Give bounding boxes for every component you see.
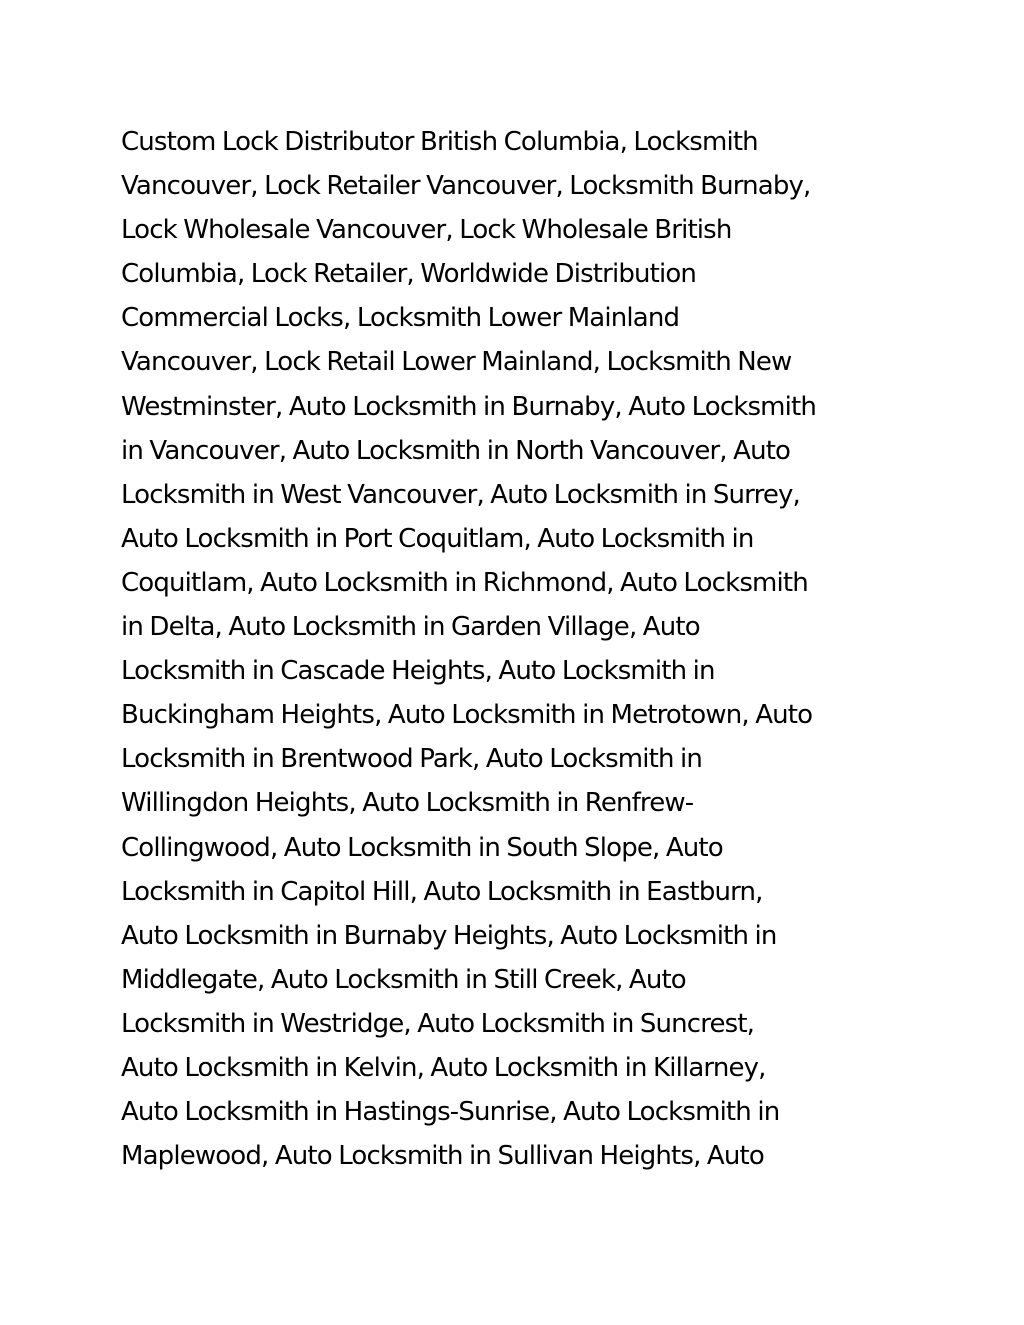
text-line: Vancouver, Lock Retailer Vancouver, Locksmith Burnaby, [121,171,811,202]
text-line: in Delta, Auto Locksmith in Garden Village, Auto [121,612,700,643]
text-line: Locksmith in Cascade Heights, Auto Locksmith in [121,656,715,687]
text-line: in Vancouver, Auto Locksmith in North Vancouver, Auto [121,435,791,466]
text-line: Vancouver, Lock Retail Lower Mainland, Locksmith New [121,347,792,378]
text-line: Middlegate, Auto Locksmith in Still Creek, Auto [121,964,686,995]
body-paragraph [121,120,921,1178]
text-line: Westminster, Auto Locksmith in Burnaby, Auto Locksmith [121,391,816,422]
text-line: Auto Locksmith in Kelvin, Auto Locksmith in Killarney, [121,1052,766,1083]
text-line: Coquitlam, Auto Locksmith in Richmond, Auto Locksmith [121,567,808,598]
text-line: Collingwood, Auto Locksmith in South Slope, Auto [121,832,723,863]
text-line: Maplewood, Auto Locksmith in Sullivan Heights, Auto [121,1141,764,1172]
text-line: Auto Locksmith in Burnaby Heights, Auto Locksmith in [121,920,777,951]
text-line: Willingdon Heights, Auto Locksmith in Renfrew- [121,788,694,819]
text-line: Locksmith in Brentwood Park, Auto Locksmith in [121,744,703,775]
text-line: Custom Lock Distributor British Columbia, Locksmith [121,127,758,157]
text-line: Locksmith in Westridge, Auto Locksmith in Suncrest, [121,1008,755,1039]
text-line: Lock Wholesale Vancouver, Lock Wholesale British [121,215,732,246]
text-line: Buckingham Heights, Auto Locksmith in Metrotown, Auto [121,700,813,731]
text-line: Columbia, Lock Retailer, Worldwide Distribution [121,259,697,290]
text-line: Locksmith in Capitol Hill, Auto Locksmith in Eastburn, [121,876,763,907]
text-line: Auto Locksmith in Hastings-Sunrise, Auto Locksmith in [121,1097,780,1128]
text-line: Commercial Locks, Locksmith Lower Mainland [121,303,680,334]
text-line: Locksmith in West Vancouver, Auto Locksmith in Surrey, [121,479,800,510]
text-line: Auto Locksmith in Port Coquitlam, Auto Locksmith in [121,523,754,554]
